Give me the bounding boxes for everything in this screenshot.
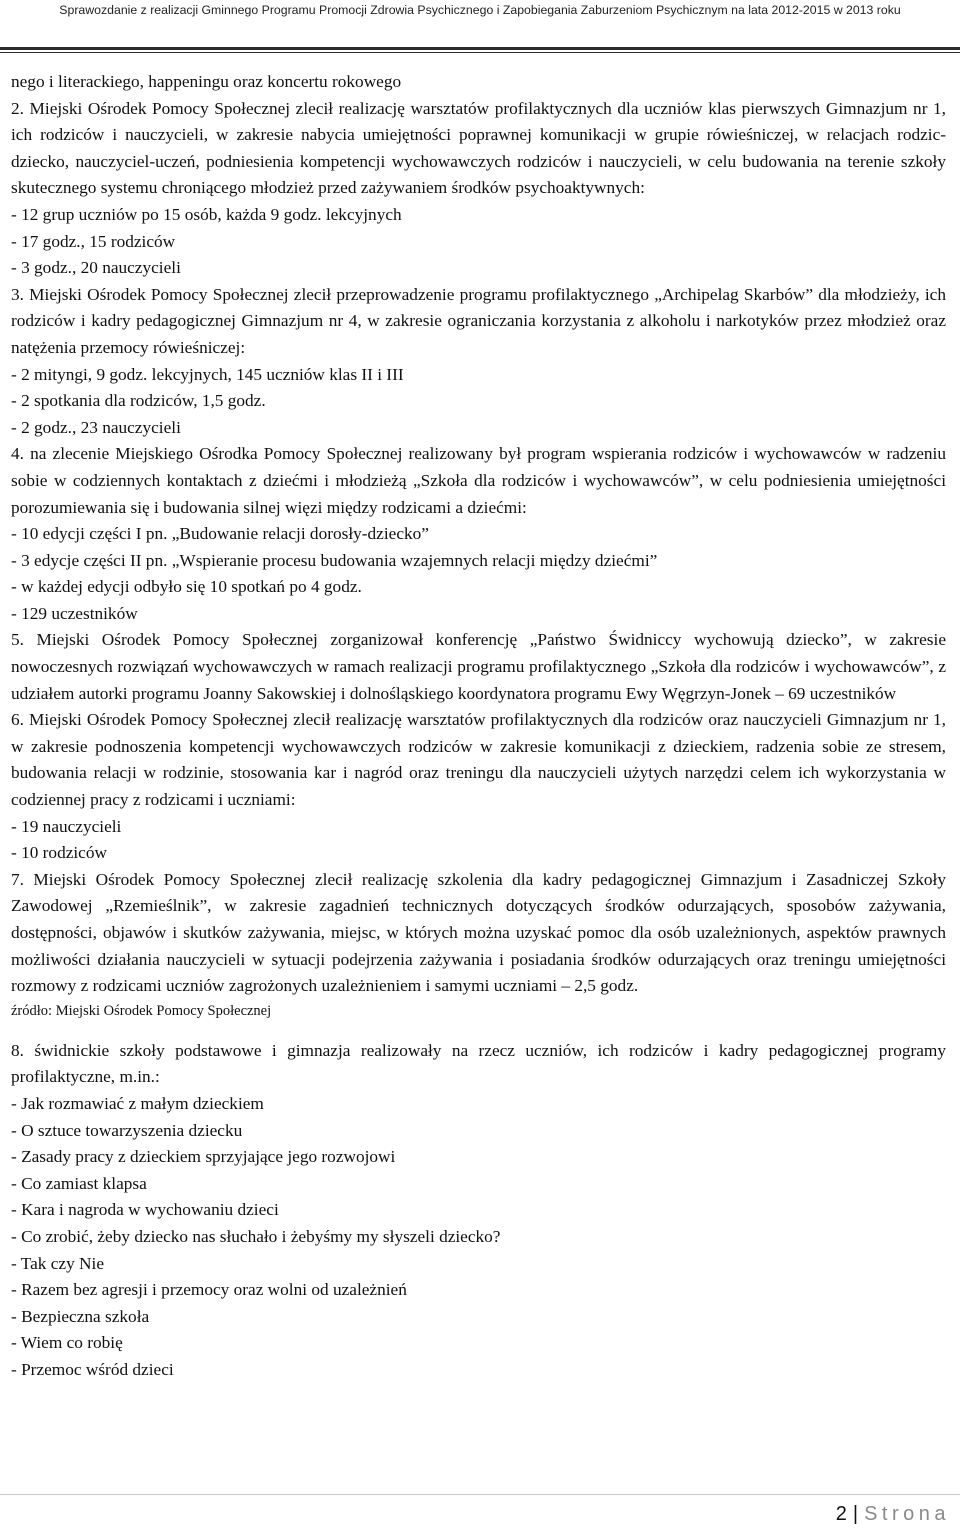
list-item: - 129 uczestników bbox=[11, 603, 138, 623]
paragraph-item-3: 3. Miejski Ośrodek Pomocy Społecznej zlecił przeprowadzenie programu profilaktycznego „Archipelag Skarbów” dla młodzieży, ich rodziców i kadry pedagogicznej Gimnazjum nr 4, w zakresie ograniczania korzystania z alkoholu i narkotyków przez młodzież oraz natężenia przemocy rówieśniczej: bbox=[11, 284, 946, 357]
paragraph-item-4: 4. na zlecenie Miejskiego Ośrodka Pomocy Społecznej realizowany był program wspierania rodziców i wychowawców w radzeniu sobie w codziennych kontaktach z dziećmi i młodzieżą „Szkoła dla rodziców i wychowawców”, w celu podniesienia umiejętności porozumiewania się i budowania silnej więzi między rodzicami a dziećmi: bbox=[11, 444, 946, 517]
list-item: - Jak rozmawiać z małym dzieckiem bbox=[11, 1093, 264, 1113]
list-item: - 12 grup uczniów po 15 osób, każda 9 godz. lekcyjnych bbox=[11, 204, 402, 224]
list-item: - Co zrobić, żeby dziecko nas słuchało i żebyśmy my słyszeli dziecko? bbox=[11, 1226, 501, 1246]
paragraph-item-7: 7. Miejski Ośrodek Pomocy Społecznej zlecił realizację szkolenia dla kadry pedagogicznej Gimnazjum i Zasadniczej Szkoły Zawodowej „Rzemieślnik”, w zakresie zagadnień technicznych dotyczących środków odurzających, sposobów zażywania, dostępności, objawów i skutków zażywania, miejsc, w których można uzyskać pomoc dla osób uzależnionych, aspektów prawnych możliwości działania nauczycieli w sytuacji podejrzenia zażywania i posiadania środków odurzających oraz treningu umiejętności rozmowy z rodzicami uczniów zagrożonych uzależnieniem i samymi uczniami – 2,5 godz. bbox=[11, 869, 946, 996]
list-item: - Zasady pracy z dzieckiem sprzyjające jego rozwojowi bbox=[11, 1147, 396, 1167]
header-title: Sprawozdanie z realizacji Gminnego Programu Promocji Zdrowia Psychicznego i Zapobiegania Zaburzeniom Psychicznym na lata 2012-2015 w 2013 roku bbox=[59, 3, 901, 17]
page-header bbox=[0, 0, 960, 20]
header-rule-thin bbox=[0, 52, 960, 53]
list-item: - 2 spotkania dla rodziców, 1,5 godz. bbox=[11, 391, 266, 411]
list-item: - Przemoc wśród dzieci bbox=[11, 1359, 174, 1379]
paragraph-item-8: 8. świdnickie szkoły podstawowe i gimnazja realizowały na rzecz uczniów, ich rodziców i kadry pedagogicznej programy profilaktyczne, m.in.: bbox=[11, 1040, 946, 1087]
list-item: - Tak czy Nie bbox=[11, 1253, 104, 1273]
list-item: - Kara i nagroda w wychowaniu dzieci bbox=[11, 1200, 279, 1220]
paragraph-continuation: nego i literackiego, happeningu oraz koncertu rokowego bbox=[11, 72, 402, 91]
list-item: - 3 godz., 20 nauczycieli bbox=[11, 258, 181, 278]
list-item: - Co zamiast klapsa bbox=[11, 1173, 147, 1193]
footer-rule bbox=[0, 1494, 960, 1495]
page-number: 2 bbox=[835, 1503, 847, 1525]
list-item: - Wiem co robię bbox=[11, 1333, 123, 1353]
footer-separator: | bbox=[852, 1503, 859, 1525]
page-footer bbox=[836, 1500, 950, 1528]
source-note: źródło: Miejski Ośrodek Pomocy Społecznej bbox=[11, 1002, 272, 1019]
paragraph-item-2: 2. Miejski Ośrodek Pomocy Społecznej zlecił realizację warsztatów profilaktycznych dla uczniów klas pierwszych Gimnazjum nr 1, ich rodziców i nauczycieli, w zakresie nabycia umiejętności poprawnej komunikacji w grupie rówieśniczej, w relacjach rodzic-dziecko, nauczyciel-uczeń, podniesienia kompetencji wychowawczych rodziców i nauczycieli, w celu budowania na terenie szkoły skutecznego systemu chroniącego młodzież przed zażywaniem środków psychoaktywnych: bbox=[11, 98, 946, 198]
document-body bbox=[11, 69, 946, 1384]
list-item: - 10 rodziców bbox=[11, 843, 107, 863]
page-word: Strona bbox=[864, 1503, 950, 1525]
paragraph-item-5: 5. Miejski Ośrodek Pomocy Społecznej zorganizował konferencję „Państwo Świdniccy wychowują dziecko”, w zakresie nowoczesnych rozwiązań wychowawczych w ramach realizacji programu profilaktycznego „Szkoła dla rodziców i wychowawców”, z udziałem autorki programu Joanny Sakowskiej i dolnośląskiego koordynatora programu Ewy Węgrzyn-Jonek – 69 uczestników bbox=[11, 630, 946, 703]
list-item: - w każdej edycji odbyło się 10 spotkań po 4 godz. bbox=[11, 577, 362, 597]
list-item: - 2 godz., 23 nauczycieli bbox=[11, 417, 181, 437]
list-item: - 2 mityngi, 9 godz. lekcyjnych, 145 uczniów klas II i III bbox=[11, 364, 404, 384]
list-item: - Bezpieczna szkoła bbox=[11, 1306, 150, 1326]
list-item: - O sztuce towarzyszenia dziecku bbox=[11, 1120, 243, 1140]
list-item: - 17 godz., 15 rodziców bbox=[11, 231, 176, 251]
paragraph-item-6: 6. Miejski Ośrodek Pomocy Społecznej zlecił realizację warsztatów profilaktycznych dla rodziców oraz nauczycieli Gimnazjum nr 1, w zakresie podnoszenia kompetencji wychowawczych rodziców w zakresie komunikacji z dzieckiem, radzenia sobie ze stresem, budowania relacji w rodzinie, stosowania kar i nagród oraz treningu dla nauczycieli użytych narzędzi celem ich wykorzystania w codziennej pracy z rodzicami i uczniami: bbox=[11, 710, 946, 810]
list-item: - Razem bez agresji i przemocy oraz wolni od uzależnień bbox=[11, 1280, 407, 1300]
list-item: - 19 nauczycieli bbox=[11, 816, 122, 836]
header-rule bbox=[0, 47, 960, 50]
list-item: - 3 edycje części II pn. „Wspieranie procesu budowania wzajemnych relacji między dziećmi” bbox=[11, 550, 658, 570]
list-item: - 10 edycji części I pn. „Budowanie relacji dorosły-dziecko” bbox=[11, 524, 429, 544]
